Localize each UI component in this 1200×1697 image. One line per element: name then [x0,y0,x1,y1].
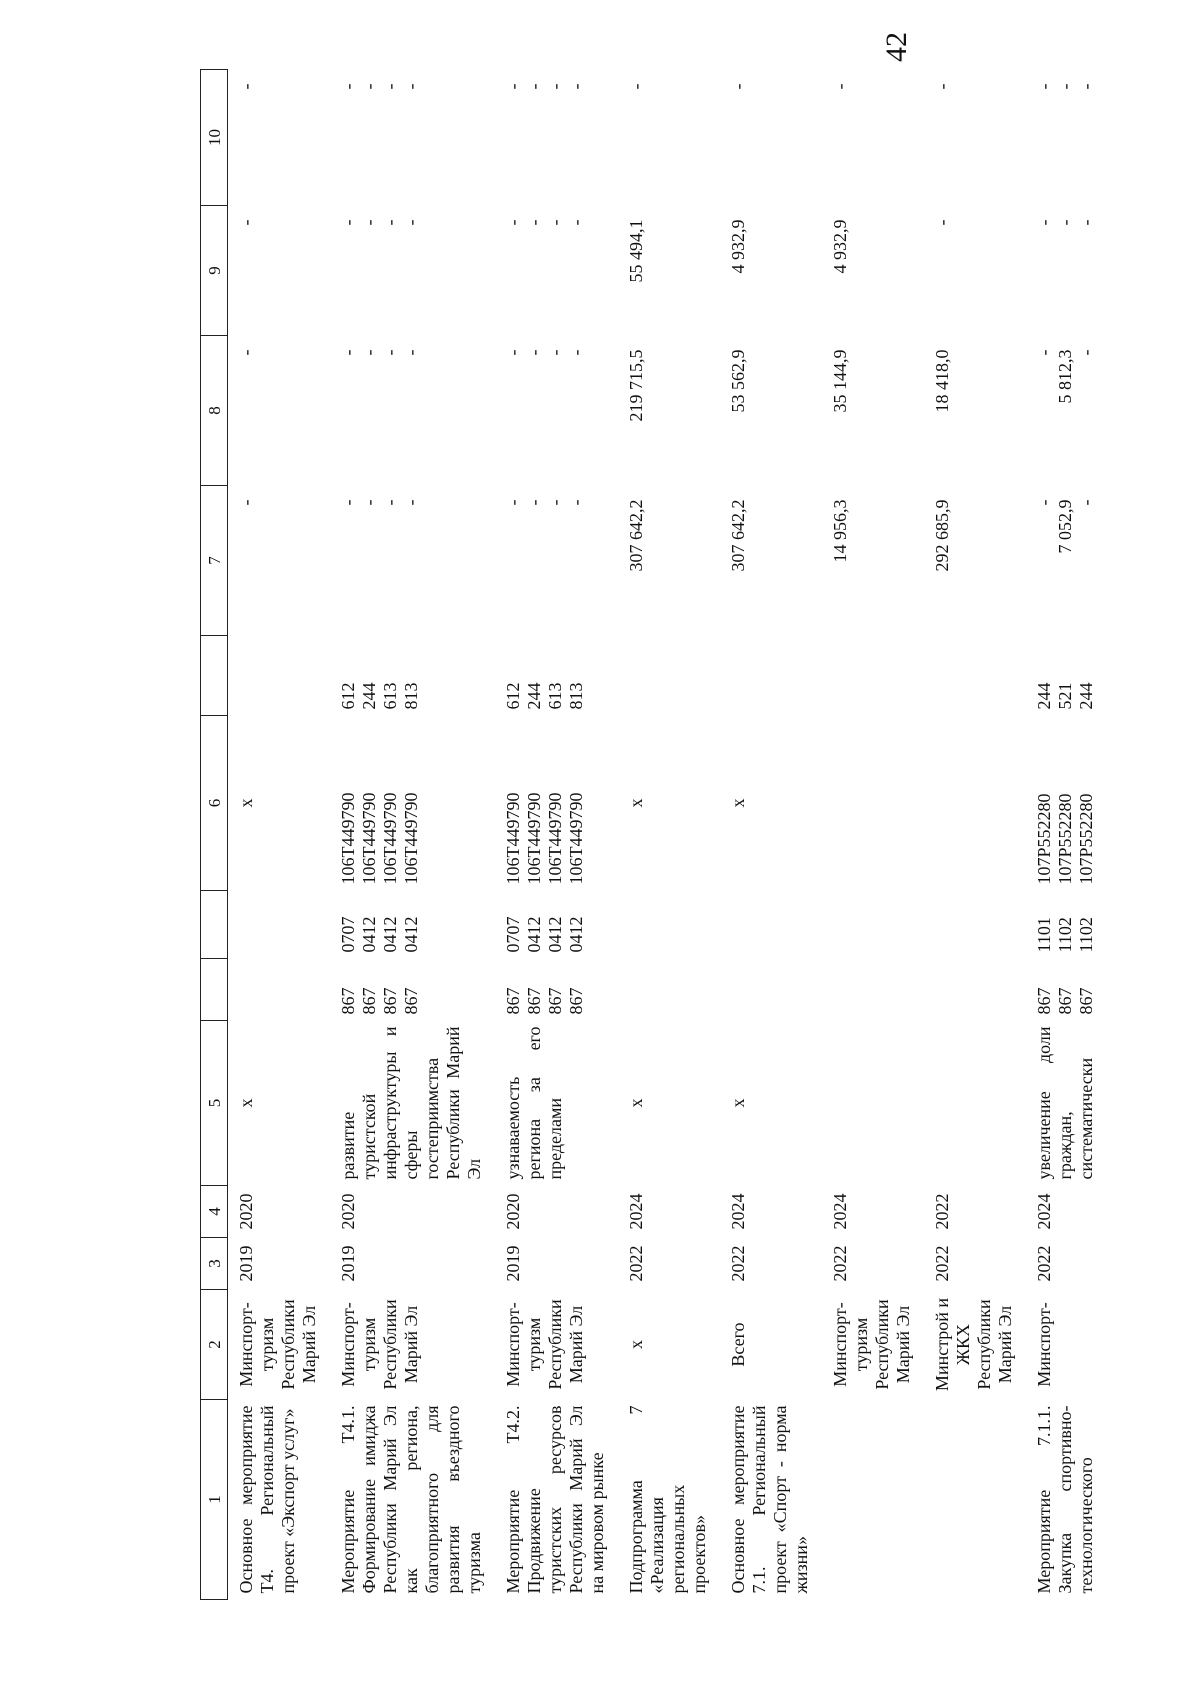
amount-col10-cell-line: - [932,83,952,90]
rzpr-code-cell [330,891,495,959]
amount-col8-cell-line: - [545,349,565,356]
end-year-cell: 2024 [1034,1193,1054,1230]
csr-code-cell [822,716,924,891]
amount-col8-cell [228,336,331,486]
grbs-code-cell [1026,959,1107,1021]
csr-code-cell-line: 106T449790 [524,792,544,885]
amount-col10-cell [495,70,618,206]
csr-code-cell [618,716,720,891]
csr-code-cell-line: 106T449790 [359,792,379,885]
table-row [495,70,618,1600]
grbs-code-cell-line: 867 [1055,987,1075,1015]
header-cell-12: 9 [201,206,228,336]
csr-code-cell [1026,716,1107,891]
vr-code-cell [495,636,618,716]
amount-col7-cell-line: - [503,499,523,506]
rzpr-code-cell-line: 0412 [401,916,421,953]
rzpr-code-cell [618,891,720,959]
amount-col8-cell-line: 5 812,3 [1055,349,1075,404]
expected-result-cell: узнаваемость региона за его пределами [503,1026,565,1180]
event-name-cell [924,1400,1026,1600]
rzpr-code-cell-line: 0412 [524,916,544,953]
expected-result-cell [822,1021,924,1186]
grbs-code-cell [822,959,924,1021]
amount-col9-cell-line: - [380,219,400,226]
expected-result-cell: развитие туристской инфраструктуры и сферы гостеприимства Республики Марий Эл [338,1026,484,1180]
start-year-cell: 2019 [338,1245,358,1282]
rzpr-code-cell-line: 0412 [380,916,400,953]
grbs-code-cell [618,959,720,1021]
end-year-cell: 2020 [503,1193,523,1230]
amount-col7-cell-line: - [1034,499,1054,506]
amount-col8-cell-line: - [1076,349,1096,356]
amount-col7-cell-line: 307 642,2 [626,499,646,572]
header-cell-5: 5 [201,1021,228,1186]
event-name-cell: Мероприятие Т4.2. Продвижение туристских ресурсов Республики Марий Эл на мировом рынке [503,1405,607,1594]
start-year-cell: 2022 [1034,1245,1054,1282]
amount-col10-cell-line: - [359,83,379,90]
end-year-cell: 2020 [236,1193,256,1230]
amount-col8-cell-line: - [359,349,379,356]
amount-col9-cell [1026,206,1107,336]
header-cell-4: 4 [201,1186,228,1238]
header-row [201,70,228,1600]
amount-col7-cell-line: 14 956,3 [830,499,850,563]
amount-col8-cell-line: - [524,349,544,356]
amount-col7-cell [495,486,618,636]
amount-col9-cell-line: 4 932,9 [728,219,748,274]
executor-cell: Всего [728,1322,748,1367]
header-cell-7 [201,891,228,959]
event-name-cell: Основное мероприятие 7.1. Региональный проект «Спорт - норма жизни» [728,1405,811,1594]
csr-code-cell-line: x [728,798,748,808]
rzpr-code-cell [720,891,822,959]
event-name-cell: Подпрограмма 7 «Реализация региональных проектов» [626,1405,709,1594]
amount-col10-cell [822,70,924,206]
grbs-code-cell-line: 867 [401,987,421,1015]
csr-code-cell-line: 107P552280 [1034,793,1054,885]
csr-code-cell-line: 106T449790 [338,792,358,885]
rzpr-code-cell-line: 1102 [1076,917,1096,953]
table-body [228,70,1108,1600]
amount-col10-cell-line: - [545,83,565,90]
grbs-code-cell-line: 867 [380,987,400,1015]
grbs-code-cell-line: 867 [359,987,379,1015]
amount-col9-cell-line: - [1076,219,1096,226]
amount-col7-cell-line: - [401,499,421,506]
amount-col10-cell [618,70,720,206]
csr-code-cell [330,716,495,891]
executor-cell: x [626,1340,646,1349]
vr-code-cell [1026,636,1107,716]
event-name-cell: Мероприятие Т4.1. Формирование имиджа Республики Марий Эл как региона, благоприятного для развития въездного туризма [338,1405,484,1594]
amount-col7-cell [1026,486,1107,636]
csr-code-cell-line: 106T449790 [380,792,400,885]
amount-col7-cell [924,486,1026,636]
end-year-cell: 2024 [728,1193,748,1230]
amount-col7-cell-line: 7 052,9 [1055,499,1075,554]
amount-col7-cell [228,486,331,636]
amount-col8-cell-line: 35 144,9 [830,349,850,413]
expected-result-cell [924,1021,1026,1186]
amount-col8-cell-line: 18 418,0 [932,349,952,413]
amount-col10-cell-line: - [1034,83,1054,90]
amount-col10-cell-line: - [728,83,748,90]
table-row [228,70,331,1600]
amount-col10-cell-line: - [1055,83,1075,90]
start-year-cell: 2022 [830,1245,850,1282]
amount-col7-cell-line: 307 642,2 [728,499,748,572]
amount-col9-cell [924,206,1026,336]
rotated-table-container [200,70,1096,1600]
amount-col10-cell-line: - [236,83,256,90]
csr-code-cell-line: 106T449790 [566,792,586,885]
amount-col9-cell [618,206,720,336]
amount-col8-cell [1026,336,1107,486]
header-cell-2: 2 [201,1290,228,1400]
grbs-code-cell-line: 867 [524,987,544,1015]
amount-col9-cell-line: - [236,219,256,226]
amount-col9-cell-line: - [503,219,523,226]
header-cell-11: 8 [201,336,228,486]
header-cell-3: 3 [201,1238,228,1290]
grbs-code-cell-line: 867 [1076,987,1096,1015]
amount-col9-cell-line: - [401,219,421,226]
rzpr-code-cell [228,891,331,959]
amount-col9-cell-line: - [524,219,544,226]
start-year-cell: 2022 [932,1245,952,1282]
table-row [720,70,822,1600]
amount-col10-cell [228,70,331,206]
grbs-code-cell-line: 867 [338,987,358,1015]
amount-col9-cell-line: - [338,219,358,226]
amount-col7-cell-line: 292 685,9 [932,499,952,572]
grbs-code-cell [720,959,822,1021]
rzpr-code-cell-line: 0412 [359,916,379,953]
amount-col8-cell-line: - [401,349,421,356]
amount-col7-cell-line: - [380,499,400,506]
csr-code-cell-line: 106T449790 [503,792,523,885]
amount-col8-cell-line: 53 562,9 [728,349,748,413]
rzpr-code-cell-line: 0707 [338,916,358,953]
vr-code-cell-line: 244 [524,682,544,710]
amount-col7-cell [330,486,495,636]
page-number: 42 [880,32,913,62]
header-cell-8: 6 [201,716,228,891]
executor-cell: Минспорт-туризм Республики Марий Эл [338,1299,421,1390]
vr-code-cell [924,636,1026,716]
amount-col7-cell [618,486,720,636]
event-name-cell [822,1400,924,1600]
table-row [330,70,495,1600]
amount-col8-cell-line: - [503,349,523,356]
expected-result-cell: x [728,1098,748,1108]
amount-col8-cell-line: - [338,349,358,356]
amount-col10-cell [330,70,495,206]
amount-col7-cell [822,486,924,636]
table-row [1026,70,1107,1600]
amount-col9-cell-line: - [932,219,952,226]
grbs-code-cell-line: 867 [1034,987,1054,1015]
header-cell-6 [201,959,228,1021]
csr-code-cell [720,716,822,891]
grbs-code-cell-line: 867 [566,987,586,1015]
amount-col10-cell-line: - [626,83,646,90]
amount-col8-cell-line: - [236,349,256,356]
event-name-cell: Основное мероприятие Т4. Региональный проект «Экспорт услуг» [236,1405,298,1594]
vr-code-cell [720,636,822,716]
amount-col7-cell [720,486,822,636]
rzpr-code-cell-line: 1101 [1034,917,1054,953]
expected-result-cell: x [626,1098,646,1108]
amount-col10-cell [1026,70,1107,206]
expected-result-cell: x [236,1098,256,1108]
vr-code-cell-line: 813 [401,682,421,710]
amount-col9-cell-line: - [359,219,379,226]
csr-code-cell-line: 107P552280 [1076,793,1096,885]
amount-col8-cell [618,336,720,486]
start-year-cell: 2019 [503,1245,523,1282]
expected-result-cell: увеличение доли граждан, систематически [1034,1026,1096,1180]
vr-code-cell-line: 613 [380,682,400,710]
amount-col9-cell-line: - [1055,219,1075,226]
grbs-code-cell [228,959,331,1021]
amount-col10-cell-line: - [830,83,850,90]
amount-col9-cell [495,206,618,336]
amount-col10-cell-line: - [401,83,421,90]
amount-col8-cell [330,336,495,486]
rzpr-code-cell-line: 0412 [566,916,586,953]
event-name-cell: Мероприятие 7.1.1. Закупка спортивно-технологического [1034,1405,1096,1594]
rzpr-code-cell [822,891,924,959]
amount-col7-cell-line: - [524,499,544,506]
amount-col8-cell [822,336,924,486]
amount-col9-cell-line: - [545,219,565,226]
vr-code-cell-line: 612 [503,682,523,710]
amount-col8-cell-line: - [1034,349,1054,356]
amount-col7-cell-line: - [359,499,379,506]
executor-cell: Минспорт-туризм Республики Марий Эл [503,1299,586,1390]
vr-code-cell [618,636,720,716]
header-cell-9 [201,636,228,716]
header-cell-10: 7 [201,486,228,636]
csr-code-cell-line: 106T449790 [401,792,421,885]
grbs-code-cell [330,959,495,1021]
vr-code-cell [822,636,924,716]
amount-col10-cell-line: - [503,83,523,90]
vr-code-cell-line: 613 [545,682,565,710]
start-year-cell: 2019 [236,1245,256,1282]
rzpr-code-cell-line: 0707 [503,916,523,953]
grbs-code-cell [495,959,618,1021]
vr-code-cell-line: 244 [1034,682,1054,710]
header-cell-1: 1 [201,1400,228,1600]
amount-col9-cell-line: 4 932,9 [830,219,850,274]
amount-col8-cell-line: 219 715,5 [626,349,646,422]
amount-col9-cell [228,206,331,336]
amount-col8-cell [924,336,1026,486]
vr-code-cell-line: 813 [566,682,586,710]
amount-col8-cell-line: - [380,349,400,356]
rzpr-code-cell [495,891,618,959]
amount-col10-cell-line: - [566,83,586,90]
amount-col7-cell-line: - [1076,499,1096,506]
rzpr-code-cell [924,891,1026,959]
rzpr-code-cell-line: 0412 [545,916,565,953]
end-year-cell: 2020 [338,1193,358,1230]
csr-code-cell-line: x [626,798,646,808]
amount-col10-cell [924,70,1026,206]
amount-col10-cell-line: - [338,83,358,90]
amount-col10-cell-line: - [1076,83,1096,90]
amount-col7-cell-line: - [338,499,358,506]
end-year-cell: 2022 [932,1193,952,1230]
amount-col9-cell [330,206,495,336]
amount-col7-cell-line: - [566,499,586,506]
amount-col10-cell-line: - [380,83,400,90]
rzpr-code-cell-line: 1102 [1055,917,1075,953]
amount-col7-cell-line: - [545,499,565,506]
amount-col9-cell-line: - [1034,219,1054,226]
header-cell-13: 10 [201,70,228,206]
budget-table [200,69,1107,1600]
amount-col9-cell [822,206,924,336]
vr-code-cell-line: 521 [1055,682,1075,710]
end-year-cell: 2024 [830,1193,850,1230]
amount-col9-cell [720,206,822,336]
amount-col8-cell [720,336,822,486]
executor-cell: Минспорт-туризм Республики Марий Эл [236,1299,319,1390]
vr-code-cell-line: 244 [1076,682,1096,710]
amount-col7-cell-line: - [236,499,256,506]
amount-col8-cell [495,336,618,486]
amount-col9-cell-line: 55 494,1 [626,219,646,283]
vr-code-cell-line: 612 [338,682,358,710]
table-row [822,70,924,1600]
table-row [618,70,720,1600]
csr-code-cell-line: x [236,798,256,808]
rzpr-code-cell [1026,891,1107,959]
grbs-code-cell-line: 867 [503,987,523,1015]
amount-col8-cell-line: - [566,349,586,356]
table-row [924,70,1026,1600]
amount-col10-cell-line: - [524,83,544,90]
start-year-cell: 2022 [728,1245,748,1282]
grbs-code-cell [924,959,1026,1021]
amount-col9-cell-line: - [566,219,586,226]
csr-code-cell [228,716,331,891]
csr-code-cell-line: 106T449790 [545,792,565,885]
start-year-cell: 2022 [626,1245,646,1282]
csr-code-cell [495,716,618,891]
end-year-cell: 2024 [626,1193,646,1230]
executor-cell: Минспорт- [1034,1302,1054,1387]
executor-cell: Минспорт-туризм Республики Марий Эл [830,1299,913,1390]
grbs-code-cell-line: 867 [545,987,565,1015]
executor-cell: Минстрой и ЖКХ Республики Марий Эл [932,1297,1015,1392]
vr-code-cell [228,636,331,716]
csr-code-cell [924,716,1026,891]
csr-code-cell-line: 107P552280 [1055,793,1075,885]
vr-code-cell [330,636,495,716]
amount-col10-cell [720,70,822,206]
vr-code-cell-line: 244 [359,682,379,710]
